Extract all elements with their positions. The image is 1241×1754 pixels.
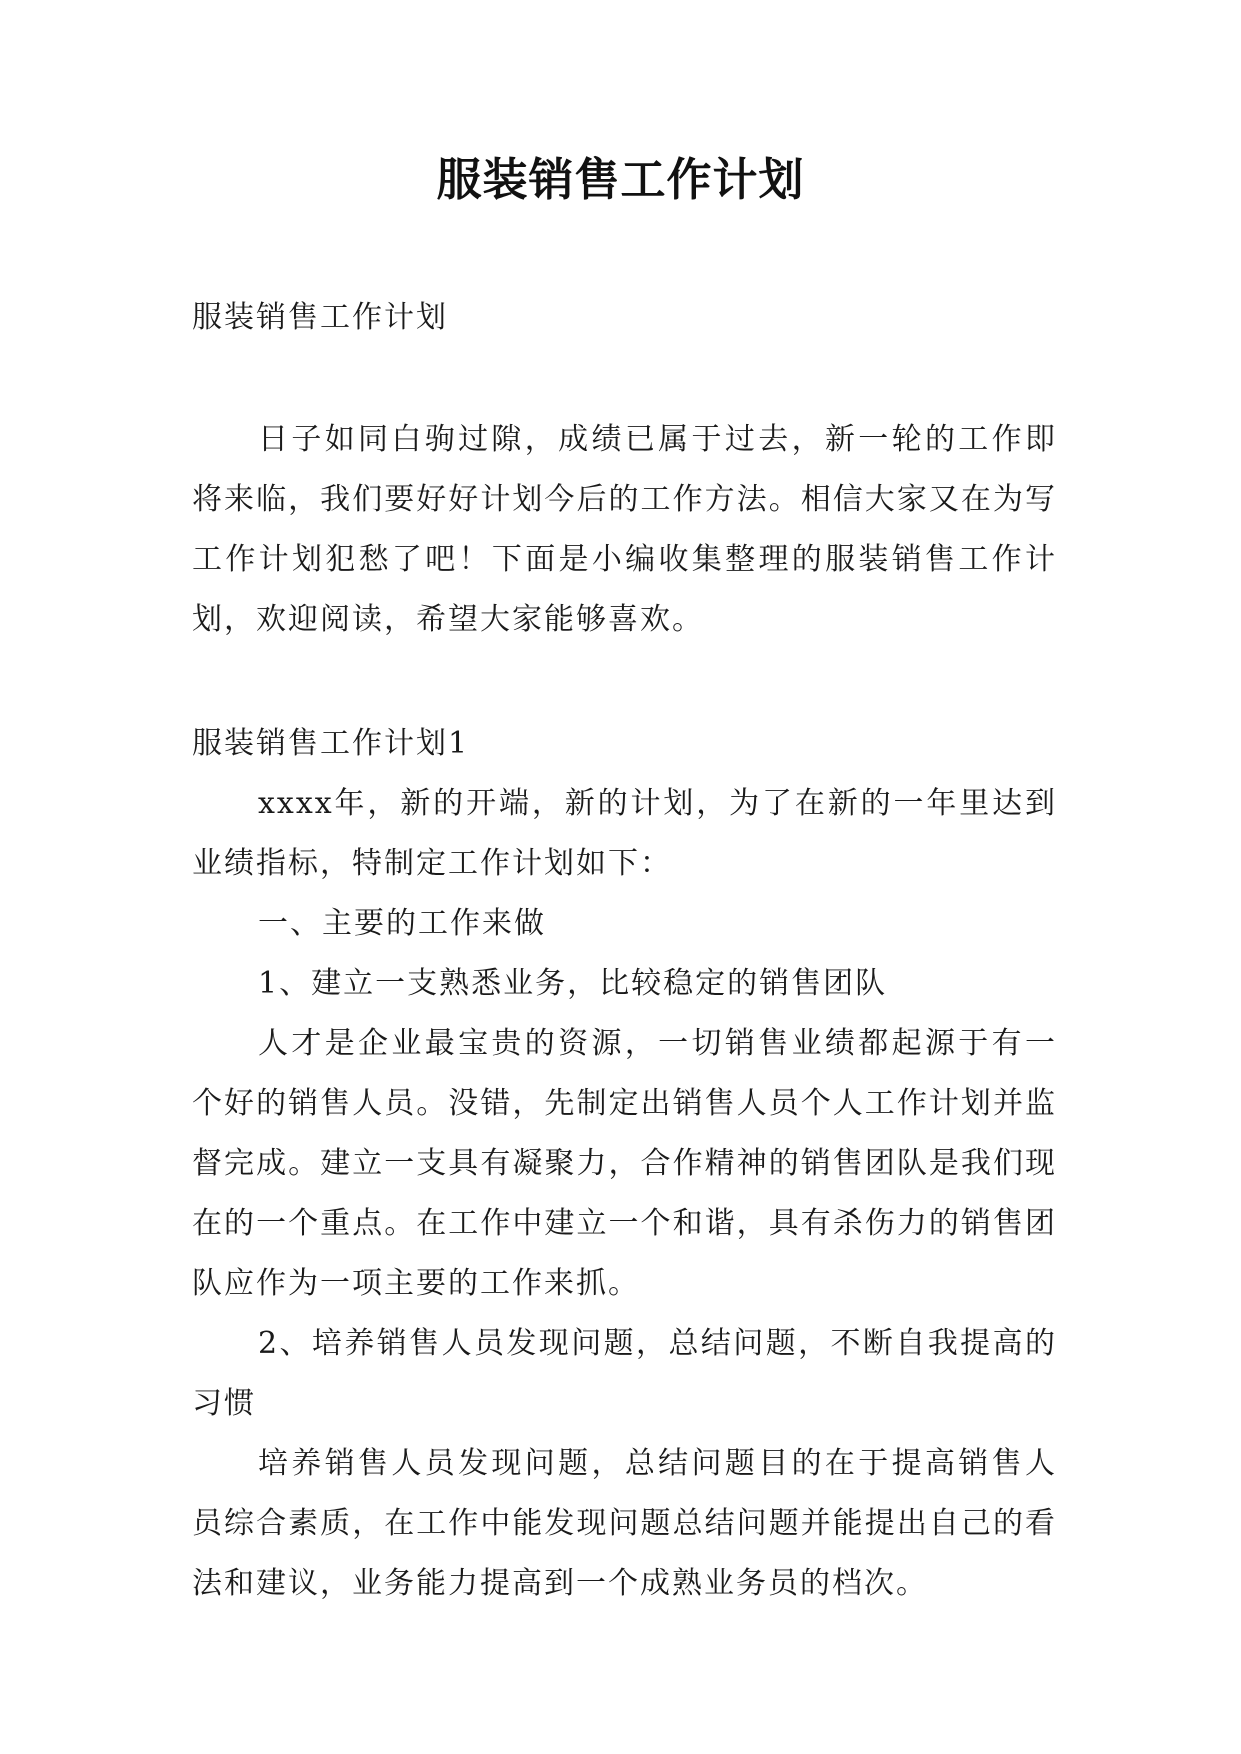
document-title: 服装销售工作计划 [436,153,805,206]
intro-paragraph: 日子如同白驹过隙，成绩已属于过去，新一轮的工作即将来临，我们要好好计划今后的工作方法。相信大家又在为写工作计划犯愁了吧！下面是小编收集整理的服装销售工作计划，欢迎阅读，希望大家能够喜欢。 [192,422,1057,637]
list-item-heading: 2、培养销售人员发现问题，总结问题，不断自我提高的习惯 [192,1326,1057,1421]
document-body [192,288,1057,1614]
paragraph: 培养销售人员发现问题，总结问题目的在于提高销售人员综合素质，在工作中能发现问题总结问题并能提出自己的看法和建议，业务能力提高到一个成熟业务员的档次。 [192,1446,1057,1601]
paragraph: xxxx年，新的开端，新的计划，为了在新的一年里达到业绩指标，特制定工作计划如下： [192,786,1057,881]
paragraph: 人才是企业最宝贵的资源，一切销售业绩都起源于有一个好的销售人员。没错，先制定出销售人员个人工作计划并监督完成。建立一支具有凝聚力，合作精神的销售团队是我们现在的一个重点。在工作中建立一个和谐，具有杀伤力的销售团队应作为一项主要的工作来抓。 [192,1026,1057,1301]
section-heading: 服装销售工作计划 [192,300,448,335]
subheading: 一、主要的工作来做 [258,906,546,941]
list-item-heading: 1、建立一支熟悉业务，比较稳定的销售团队 [258,966,888,1001]
section-heading-1: 服装销售工作计划1 [192,726,470,761]
